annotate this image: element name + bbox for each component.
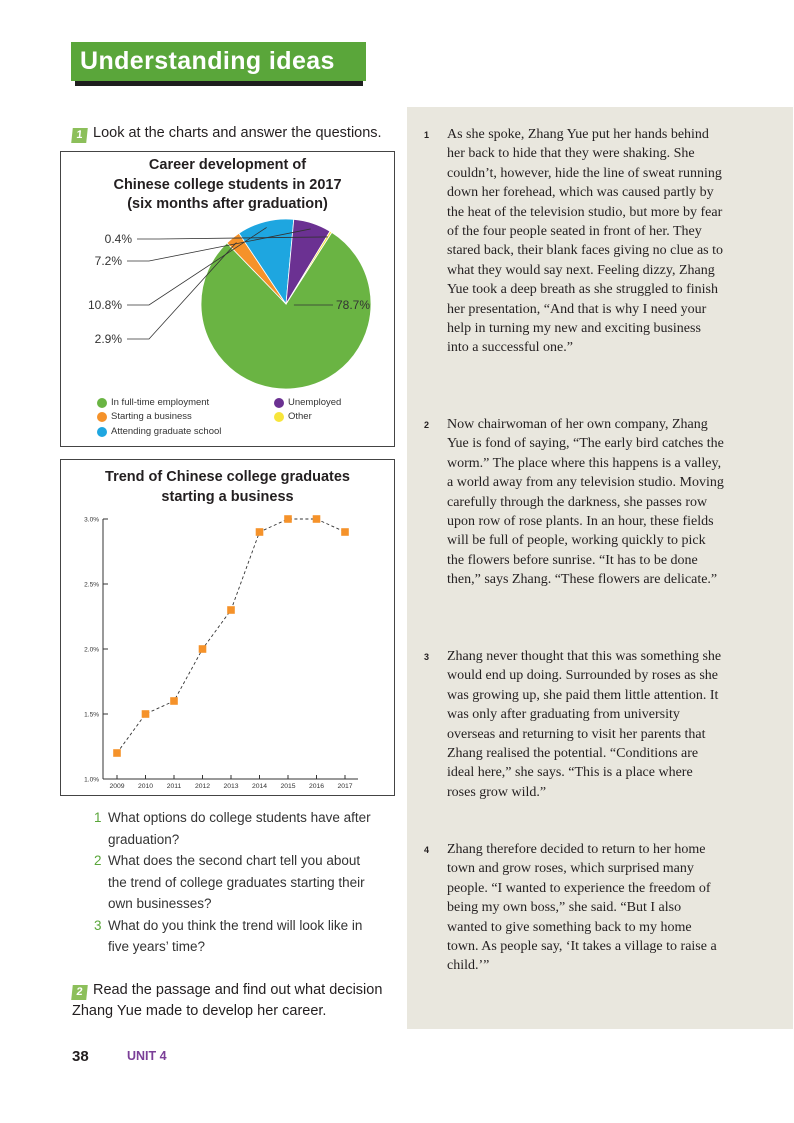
question-text: What options do college students have after graduation? <box>108 810 371 847</box>
y-tick-label: 1.0% <box>84 776 99 784</box>
y-tick-label: 2.0% <box>84 646 99 654</box>
pie-data-label: 10.8% <box>87 298 122 312</box>
activity-1-text: Look at the charts and answer the questions. <box>93 125 382 141</box>
y-tick-label: 1.5% <box>84 711 99 719</box>
line-chart-frame <box>60 459 395 796</box>
pie-data-label: 0.4% <box>104 232 132 246</box>
question-number: 1 <box>94 810 102 825</box>
data-point-2011 <box>170 697 178 705</box>
line-chart-title <box>61 468 394 507</box>
line-title-line: Trend of Chinese college graduates <box>105 469 350 485</box>
x-tick-label: 2009 <box>109 783 125 790</box>
legend-label: Other <box>288 411 312 422</box>
data-point-2016 <box>313 515 321 523</box>
x-tick-label: 2013 <box>223 783 239 790</box>
activity-2-instruction <box>72 980 392 1022</box>
passage-paragraph <box>424 415 724 590</box>
pie-chart-title <box>61 156 394 215</box>
legend-swatch <box>97 412 107 422</box>
y-tick-label: 2.5% <box>84 581 99 589</box>
data-point-2013 <box>227 606 235 614</box>
data-point-2015 <box>284 515 292 523</box>
pie-title-line: (six months after graduation) <box>127 196 328 212</box>
data-point-2012 <box>199 645 207 653</box>
y-tick-label: 3.0% <box>84 516 99 524</box>
data-point-2014 <box>256 528 264 536</box>
legend-swatch <box>97 427 107 437</box>
legend-item <box>97 411 192 422</box>
x-tick-label: 2010 <box>137 783 154 790</box>
pie-title-line: Chinese college students in 2017 <box>113 176 342 193</box>
question-number: 3 <box>94 917 102 933</box>
question-item <box>94 915 374 958</box>
pie-chart-frame <box>60 151 395 447</box>
chevron-down-icon <box>414 58 430 67</box>
question-number: 2 <box>94 853 102 868</box>
legend-swatch <box>274 398 284 408</box>
line-title-line: starting a business <box>161 488 294 505</box>
x-tick-label: 2014 <box>251 783 268 790</box>
section-title: Understanding ideas <box>80 47 335 75</box>
paragraph-text: Zhang therefore decided to return to her home town and grow roses, which surprised many people. “I wanted to experience the freedom of being my own boss,” she said. “But I also wanted to give something back to my home town. As people say, ‘It takes a village to raise a child.’” <box>447 842 717 974</box>
passage-paragraph <box>424 647 724 802</box>
paragraph-number: 3 <box>424 652 430 662</box>
data-point-2017 <box>341 528 349 536</box>
paragraph-number: 2 <box>424 420 430 430</box>
line-chart <box>61 508 393 793</box>
x-tick-label: 2012 <box>194 783 211 790</box>
x-tick-label: 2011 <box>166 783 182 790</box>
banner-divider <box>404 49 406 75</box>
passage-paragraph <box>424 840 724 976</box>
paragraph-text: Now chairwoman of her own company, Zhang Yue is fond of saying, “The early bird catches the worm.” The place where this happens is a valley, a world away from any television studio. Moving carefully through the darkness, she passes row upon row of rose plants. In an hour, these fields will be full of people, working quickly to pick the flowers before sunrise. “It has to be done then,” says Zhang. “These flowers are delicate.” <box>447 417 724 588</box>
passage-paragraph <box>424 125 724 358</box>
x-tick-label: 2016 <box>308 783 325 790</box>
activity-1-instruction <box>72 125 382 143</box>
x-tick-label: 2015 <box>280 783 296 790</box>
question-text: What do you think the trend will look like in five years’ time? <box>108 917 363 954</box>
x-tick-label: 2017 <box>337 783 353 790</box>
section-banner <box>71 42 366 81</box>
paragraph-number: 1 <box>424 130 430 140</box>
legend-label: Unemployed <box>288 397 342 408</box>
data-point-2010 <box>142 710 150 718</box>
unit-label: UNIT 4 <box>127 1049 167 1063</box>
activity-2-text: Read the passage and find out what decision Zhang Yue made to develop her career. <box>72 982 383 1019</box>
activity-number-badge: 2 <box>71 985 88 1000</box>
paragraph-number: 4 <box>424 845 430 855</box>
data-point-2009 <box>113 749 121 757</box>
legend-label: Starting a business <box>111 411 192 422</box>
pie-data-label: 2.9% <box>94 332 122 346</box>
legend-label: In full-time employment <box>111 397 210 408</box>
legend-item <box>274 411 312 422</box>
legend-item <box>97 397 209 408</box>
activity-number-badge: 1 <box>71 128 88 143</box>
pie-title-line: Career development of <box>148 157 307 173</box>
question-list <box>94 807 374 958</box>
question-text: What does the second chart tell you about the trend of college graduates starting their own businesses? <box>108 853 365 911</box>
legend-item <box>97 426 221 437</box>
pie-data-label: 7.2% <box>94 254 122 268</box>
legend-swatch <box>97 398 107 408</box>
trend-line <box>117 519 345 753</box>
paragraph-text: As she spoke, Zhang Yue put her hands behind her back to hide that they were shaking. She couldn’t, however, hide the line of sweat running down her forehead, which was caused partly by the heat of the television studio, but more by fear of the four people seated in front of her. They stared back, their blank faces giving no clue as to what they would say next. Feeling dizzy, Zhang Yue took a deep breath as she struggled to finish her presentation, “And that is why I need your help in turning my new and exciting business into a successful one.” <box>447 127 724 356</box>
legend-item <box>274 397 341 408</box>
paragraph-text: Zhang never thought that this was something she would end up doing. Surrounded by roses as she was growing up, she paid them little attention. It was only after graduating from university overseas and returning to visit her parents that Zhang realised the potential. “Conditions are ideal here,” she says. “This is a place where roses grow wild.” <box>447 649 722 800</box>
legend-swatch <box>274 412 284 422</box>
question-item <box>94 807 374 850</box>
legend-label: Attending graduate school <box>111 426 222 437</box>
question-item <box>94 850 374 915</box>
pie-data-label: 78.7% <box>336 298 371 312</box>
page-number: 38 <box>72 1048 89 1065</box>
